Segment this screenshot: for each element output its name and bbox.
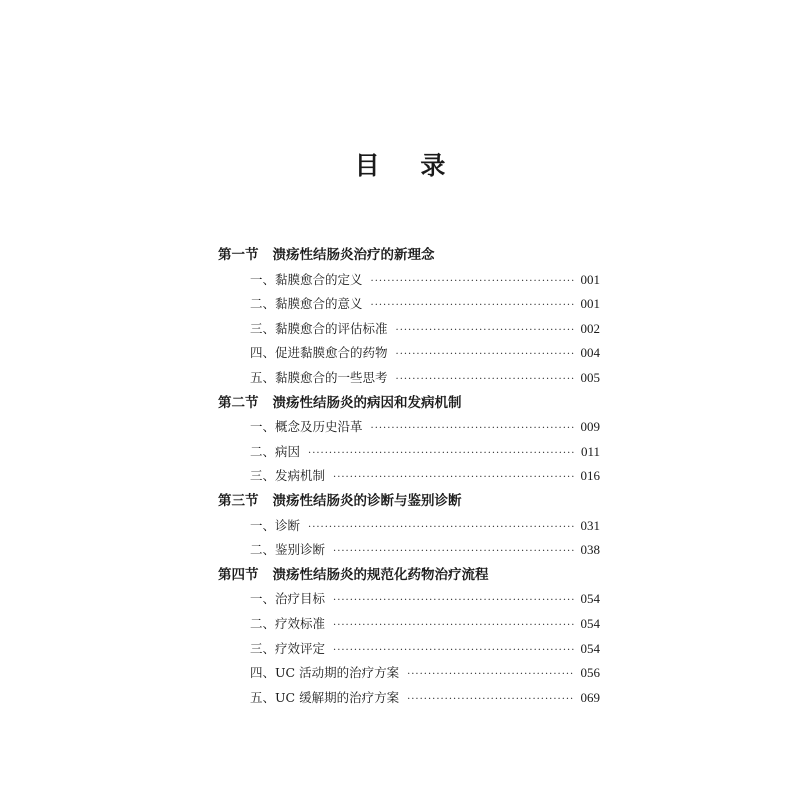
entry-page-number: 002 <box>580 320 600 336</box>
entry-label: 一、黏膜愈合的定义 <box>250 271 363 287</box>
entry-label: 二、鉴别诊断 <box>250 542 326 558</box>
entry-page-number: 038 <box>580 542 600 558</box>
dot-leader <box>333 589 574 614</box>
dot-leader <box>407 688 574 713</box>
dot-leader <box>308 516 574 541</box>
toc-chapter-heading[interactable] <box>218 391 600 416</box>
entry-page-number: 056 <box>580 665 600 681</box>
toc-chapter-heading[interactable] <box>218 243 600 268</box>
entry-label: 三、发病机制 <box>250 468 326 484</box>
chapter-title: 溃疡性结肠炎的规范化药物治疗流程 <box>272 566 489 583</box>
entry-page-number: 011 <box>580 443 600 459</box>
toc-entry[interactable] <box>218 317 600 342</box>
toc-entry[interactable] <box>218 341 600 366</box>
entry-label: 二、疗效标准 <box>250 615 326 631</box>
toc-entry[interactable] <box>218 538 600 563</box>
chapter-title: 溃疡性结肠炎的病因和发病机制 <box>272 394 462 411</box>
dot-leader <box>396 343 575 368</box>
entry-page-number: 054 <box>580 615 600 631</box>
dot-leader <box>333 614 574 639</box>
entry-page-number: 001 <box>580 271 600 287</box>
dot-leader <box>308 442 575 467</box>
entry-page-number: 054 <box>580 591 600 607</box>
dot-leader <box>396 368 575 393</box>
entry-label: 五、黏膜愈合的一些思考 <box>250 369 388 385</box>
toc-entry[interactable] <box>218 464 600 489</box>
entry-page-number: 054 <box>580 640 600 656</box>
entry-page-number: 005 <box>580 369 600 385</box>
dot-leader <box>333 540 574 565</box>
entry-page-number: 069 <box>580 689 600 705</box>
dot-leader <box>371 294 575 319</box>
table-of-contents <box>218 243 600 710</box>
dot-leader <box>396 319 575 344</box>
chapter-number: 第四节 <box>218 566 259 583</box>
toc-chapter-heading[interactable] <box>218 563 600 588</box>
entry-page-number: 016 <box>580 468 600 484</box>
entry-label: 四、促进黏膜愈合的药物 <box>250 345 388 361</box>
toc-entry[interactable] <box>218 292 600 317</box>
chapter-number: 第一节 <box>218 247 259 263</box>
dot-leader <box>333 466 574 491</box>
entry-label: 三、疗效评定 <box>250 640 326 656</box>
entry-label: 一、诊断 <box>250 517 301 533</box>
chapter-title: 溃疡性结肠炎治疗的新理念 <box>272 247 435 263</box>
toc-entry[interactable] <box>218 268 600 293</box>
chapter-number: 第三节 <box>218 492 259 509</box>
toc-entry[interactable] <box>218 366 600 391</box>
entry-page-number: 001 <box>580 296 600 312</box>
chapter-title: 溃疡性结肠炎的诊断与鉴别诊断 <box>272 492 462 509</box>
chapter-number: 第二节 <box>218 394 259 411</box>
entry-label: 二、黏膜愈合的意义 <box>250 296 363 312</box>
dot-leader <box>333 639 574 664</box>
entry-label: 四、UC 活动期的治疗方案 <box>250 665 400 681</box>
dot-leader <box>407 663 574 688</box>
entry-label: 一、治疗目标 <box>250 591 326 607</box>
entry-label: 五、UC 缓解期的治疗方案 <box>250 689 400 705</box>
toc-entry[interactable] <box>218 661 600 686</box>
entry-label: 一、概念及历史沿革 <box>250 419 363 435</box>
toc-entry[interactable] <box>218 587 600 612</box>
toc-entry[interactable] <box>218 686 600 711</box>
page-title: 目 录 <box>354 151 462 180</box>
entry-page-number: 009 <box>580 419 600 435</box>
entry-label: 三、黏膜愈合的评估标准 <box>250 320 388 336</box>
toc-entry[interactable] <box>218 440 600 465</box>
dot-leader <box>371 270 575 295</box>
entry-label: 二、病因 <box>250 443 301 459</box>
toc-entry[interactable] <box>218 637 600 662</box>
entry-page-number: 004 <box>580 345 600 361</box>
dot-leader <box>371 417 575 442</box>
toc-chapter-heading[interactable] <box>218 489 600 514</box>
toc-entry[interactable] <box>218 514 600 539</box>
toc-entry[interactable] <box>218 612 600 637</box>
entry-page-number: 031 <box>580 517 600 533</box>
toc-entry[interactable] <box>218 415 600 440</box>
